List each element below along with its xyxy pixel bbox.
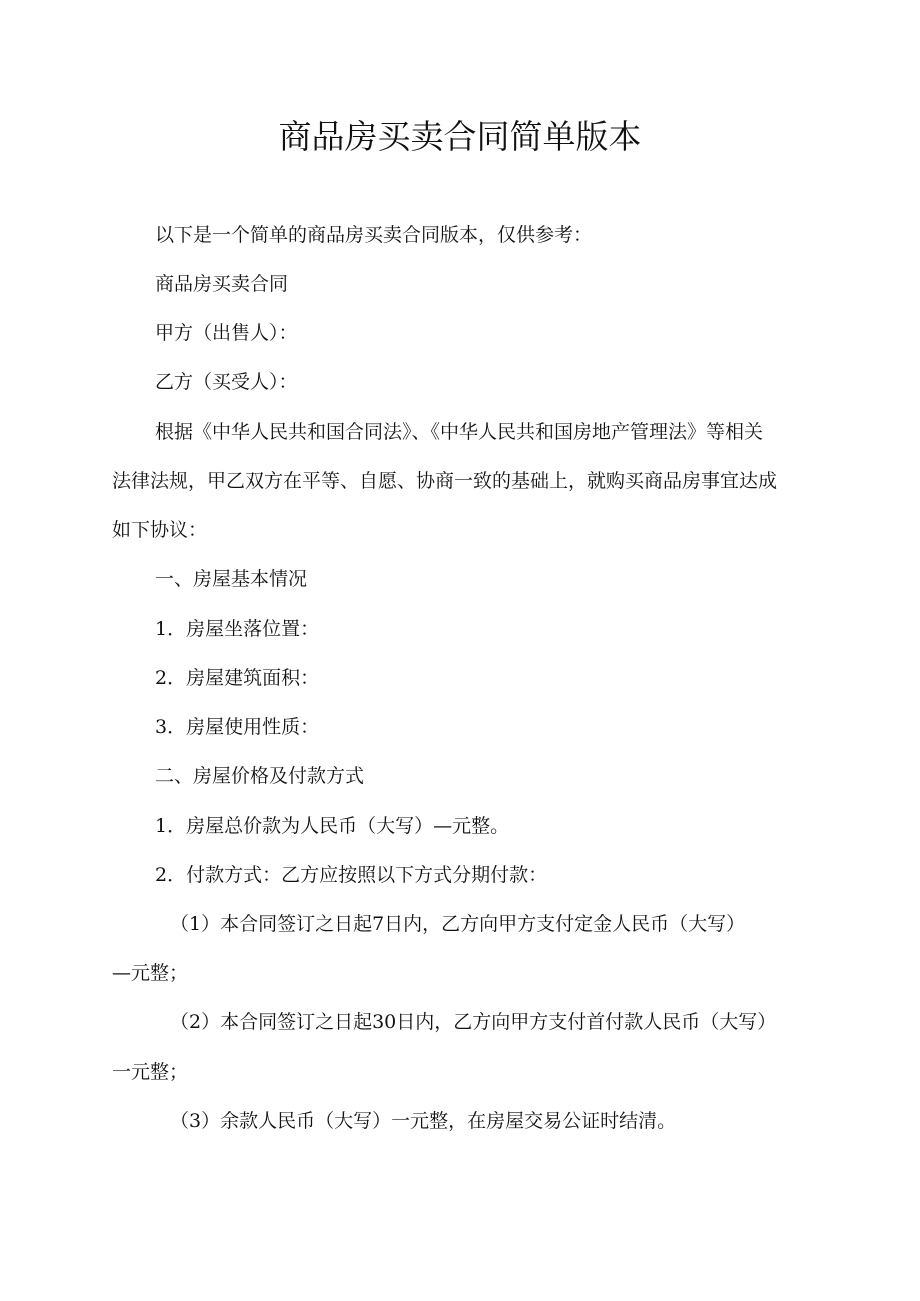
payment-1-line-1: （1）本合同签订之日起7日内，乙方向甲方支付定金人民币（大写） bbox=[170, 913, 746, 935]
document-title: 商品房买卖合同简单版本 bbox=[278, 117, 642, 156]
payment-2-line-2: 一元整； bbox=[112, 1061, 189, 1083]
preamble-line-3: 如下协议： bbox=[112, 519, 208, 541]
item-1-3: 3．房屋使用性质： bbox=[155, 716, 320, 738]
item-2-2: 2．付款方式：乙方应按照以下方式分期付款： bbox=[155, 864, 548, 886]
section-heading-1: 一、房屋基本情况 bbox=[155, 568, 308, 590]
party-b: 乙方（买受人）： bbox=[155, 371, 298, 393]
contract-name: 商品房买卖合同 bbox=[155, 273, 289, 295]
payment-1-line-2: —元整； bbox=[112, 962, 189, 984]
payment-2-line-1: （2）本合同签订之日起30日内，乙方向甲方支付首付款人民币（大写） bbox=[170, 1011, 777, 1033]
intro-line: 以下是一个简单的商品房买卖合同版本，仅供参考： bbox=[155, 224, 593, 246]
item-1-1: 1．房屋坐落位置： bbox=[155, 618, 320, 640]
item-1-2: 2．房屋建筑面积： bbox=[155, 667, 320, 689]
preamble-line-2: 法律法规，甲乙双方在平等、自愿、协商一致的基础上，就购买商品房事宜达成 bbox=[112, 470, 778, 492]
preamble-line-1: 根据《中华人民共和国合同法》、《中华人民共和国房地产管理法》等相关 bbox=[155, 421, 764, 443]
party-a: 甲方（出售人）： bbox=[155, 322, 298, 344]
payment-3: （3）余款人民币（大写）一元整，在房屋交易公证时结清。 bbox=[170, 1110, 677, 1132]
section-heading-2: 二、房屋价格及付款方式 bbox=[155, 765, 365, 787]
item-2-1: 1．房屋总价款为人民币（大写）—元整。 bbox=[155, 815, 510, 837]
